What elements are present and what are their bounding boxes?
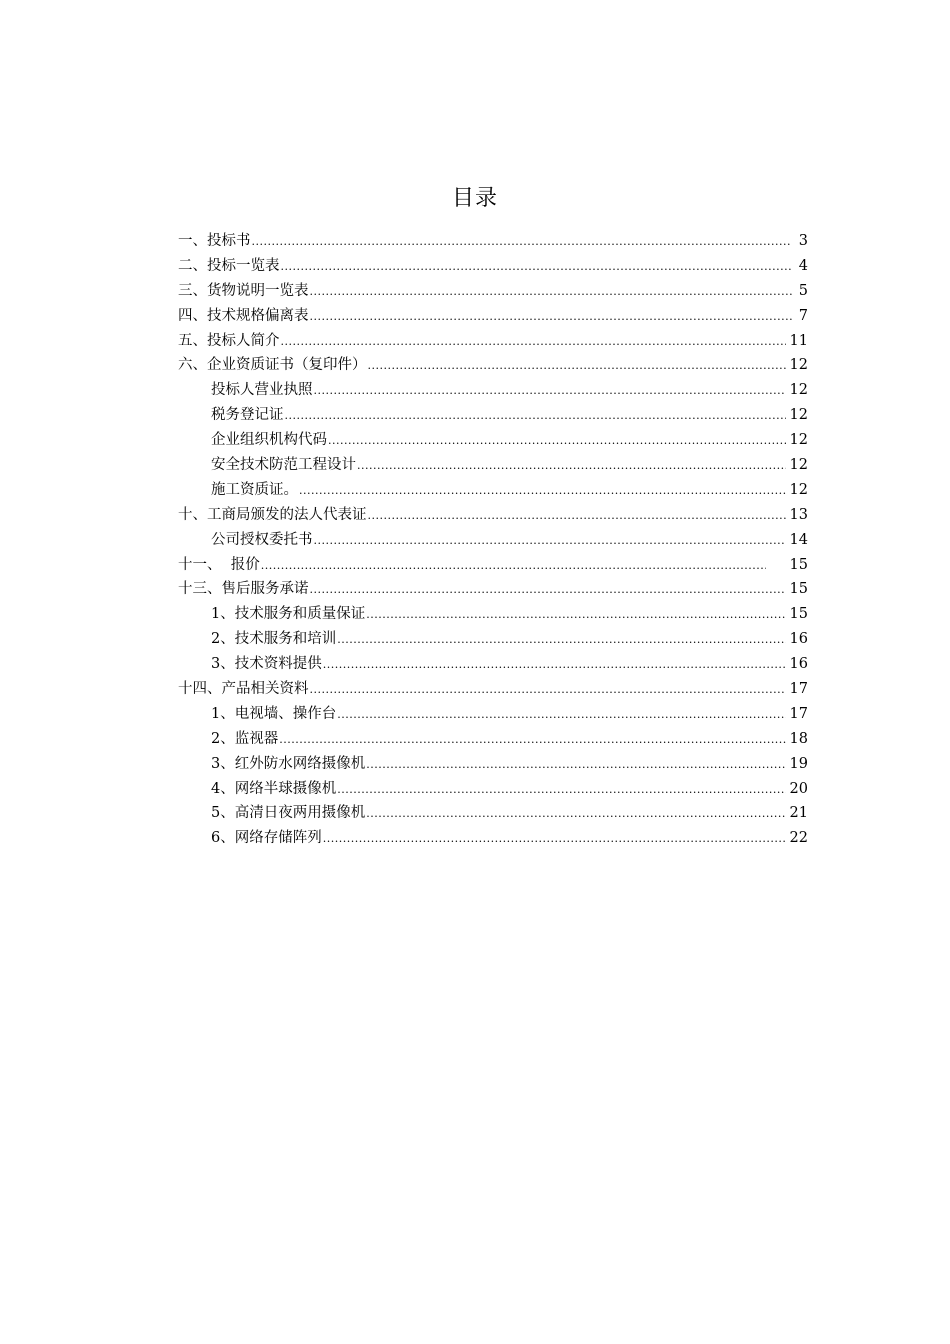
toc-entry-label: 十一、 报价 — [178, 556, 260, 573]
toc-entry-page: 4 — [798, 257, 808, 274]
toc-entry-page: 22 — [789, 830, 808, 847]
toc-entry[interactable] — [178, 702, 808, 727]
toc-entry-label: 十四、产品相关资料 — [178, 681, 309, 698]
toc-entry-label: 3、技术资料提供 — [211, 656, 322, 673]
toc-entry-page: 18 — [789, 730, 808, 747]
toc-entry-label: 十三、售后服务承诺 — [178, 581, 309, 598]
toc-entry[interactable] — [178, 553, 808, 578]
toc-leader-dots — [285, 404, 786, 429]
toc-entry[interactable] — [178, 752, 808, 777]
toc-entry-page: 3 — [798, 233, 808, 249]
toc-leader-dots — [366, 802, 785, 827]
toc-entry-page: 12 — [789, 457, 808, 474]
toc-entry[interactable] — [178, 577, 808, 602]
toc-entry-page: 15 — [789, 606, 808, 623]
toc-entry-label: 二、投标一览表 — [178, 257, 280, 274]
toc-entry[interactable] — [178, 403, 808, 428]
toc-entry[interactable] — [178, 627, 808, 652]
toc-entry-page: 12 — [789, 357, 808, 374]
toc-entry-page: 5 — [798, 282, 808, 299]
toc-entry-page: 17 — [789, 681, 808, 698]
toc-leader-dots — [299, 479, 786, 504]
toc-entry[interactable] — [178, 503, 808, 528]
toc-entry-page: 21 — [789, 805, 808, 822]
toc-entry-page: 20 — [789, 780, 808, 797]
toc-entry-page: 11 — [789, 332, 808, 349]
toc-entry-label: 公司授权委托书 — [211, 531, 313, 548]
toc-leader-dots — [368, 504, 786, 529]
toc-leader-dots — [279, 728, 785, 753]
toc-leader-dots — [310, 305, 793, 330]
toc-entry[interactable] — [178, 329, 808, 354]
toc-entry[interactable] — [178, 652, 808, 677]
toc-entry-page: 16 — [789, 631, 808, 648]
toc-entry-label: 企业组织机构代码 — [211, 432, 327, 449]
toc-entry[interactable] — [178, 826, 808, 851]
toc-entry[interactable] — [178, 677, 808, 702]
toc-entry[interactable] — [178, 279, 808, 304]
toc-entry-label: 2、监视器 — [211, 730, 279, 747]
toc-leader-dots — [310, 280, 793, 305]
toc-entry-label: 一、投标书 — [178, 233, 251, 249]
toc-leader-dots — [368, 354, 786, 379]
toc-entry[interactable] — [178, 453, 808, 478]
toc-entry[interactable] — [178, 378, 808, 403]
toc-leader-dots — [366, 753, 785, 778]
toc-entry[interactable] — [178, 254, 808, 279]
toc-entry-label: 3、红外防水网络摄像机 — [211, 755, 366, 772]
toc-entry-page: 17 — [789, 705, 808, 722]
toc-leader-dots — [310, 578, 786, 603]
toc-entry-label: 4、网络半球摄像机 — [211, 780, 337, 797]
toc-entry[interactable] — [178, 229, 808, 254]
toc-entry[interactable] — [178, 478, 808, 503]
toc-entry[interactable] — [178, 353, 808, 378]
toc-leader-dots — [310, 678, 786, 703]
toc-leader-dots — [281, 330, 786, 355]
toc-entry-label: 6、网络存储阵列 — [211, 830, 322, 847]
toc-leader-dots — [328, 429, 786, 454]
toc-list — [178, 229, 808, 851]
toc-leader-dots — [337, 628, 785, 653]
toc-leader-dots — [337, 778, 785, 803]
toc-entry-label: 六、企业资质证书（复印件） — [178, 357, 367, 374]
toc-leader-dots — [281, 255, 793, 280]
toc-entry-page: 12 — [789, 481, 808, 498]
toc-leader-dots — [261, 554, 766, 579]
toc-entry[interactable] — [178, 528, 808, 553]
toc-leader-dots — [323, 653, 786, 678]
toc-leader-dots — [323, 827, 786, 852]
toc-entry-label: 1、电视墙、操作台 — [211, 705, 337, 722]
toc-leader-dots — [366, 603, 785, 628]
toc-entry-page: 15 — [789, 556, 808, 573]
toc-entry-page: 12 — [789, 407, 808, 424]
toc-entry-page: 12 — [789, 432, 808, 449]
toc-entry[interactable] — [178, 801, 808, 826]
toc-entry[interactable] — [178, 304, 808, 329]
toc-entry-label: 十、工商局颁发的法人代表证 — [178, 506, 367, 523]
toc-entry[interactable] — [178, 777, 808, 802]
toc-entry[interactable] — [178, 602, 808, 627]
toc-entry-label: 税务登记证 — [211, 407, 284, 424]
toc-entry-label: 五、投标人简介 — [178, 332, 280, 349]
toc-entry-page: 12 — [789, 382, 808, 399]
toc-leader-dots — [337, 703, 785, 728]
toc-leader-dots — [252, 230, 793, 255]
toc-entry-page: 15 — [789, 581, 808, 598]
toc-entry[interactable] — [178, 727, 808, 752]
toc-entry-label: 三、货物说明一览表 — [178, 282, 309, 299]
toc-entry[interactable] — [178, 428, 808, 453]
toc-leader-dots — [314, 529, 786, 554]
toc-entry-page: 13 — [789, 506, 808, 523]
toc-entry-page: 7 — [798, 307, 808, 324]
toc-entry-page: 19 — [789, 755, 808, 772]
toc-entry-label: 投标人营业执照 — [211, 382, 313, 399]
toc-leader-dots — [357, 454, 786, 479]
toc-entry-page: 14 — [789, 531, 808, 548]
toc-entry-label: 安全技术防范工程设计 — [211, 457, 356, 474]
toc-title: 目录 — [451, 186, 498, 211]
toc-entry-page: 16 — [789, 656, 808, 673]
toc-entry-label: 2、技术服务和培训 — [211, 631, 337, 648]
toc-entry-label: 5、高清日夜两用摄像机 — [211, 805, 366, 822]
toc-entry-label: 施工资质证。 — [211, 481, 298, 498]
toc-entry-label: 1、技术服务和质量保证 — [211, 606, 366, 623]
toc-entry-label: 四、技术规格偏离表 — [178, 307, 309, 324]
toc-leader-dots — [314, 379, 786, 404]
